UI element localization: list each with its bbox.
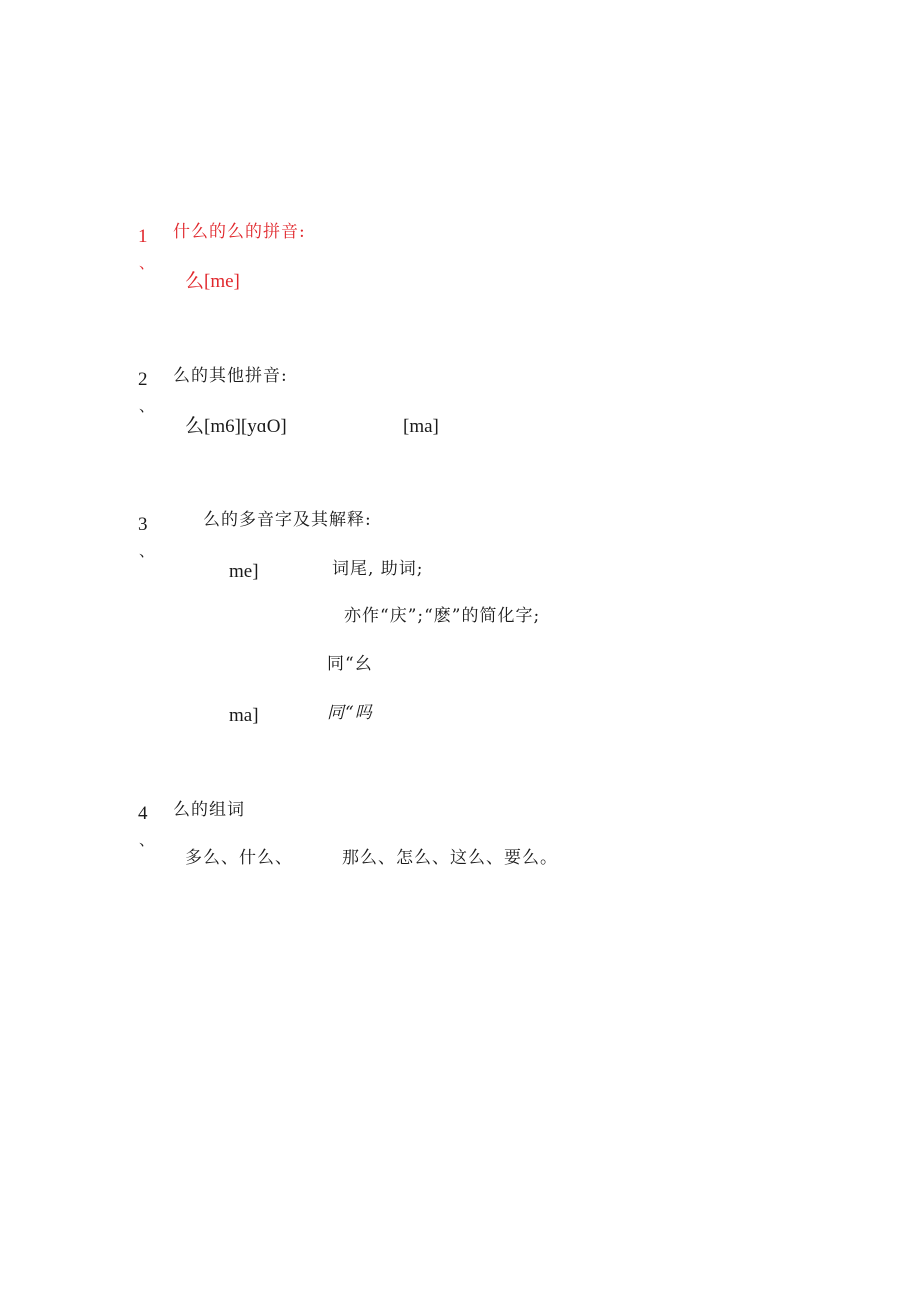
word-list-a: 多么、什么、 — [185, 848, 293, 868]
section-heading: 么的多音字及其解释: — [203, 510, 372, 530]
word-list-b: 那么、怎么、这么、要么。 — [342, 848, 558, 868]
pinyin-text-a: 么[m6][yɑO] — [185, 416, 287, 437]
section-number: 2 — [138, 369, 148, 390]
pinyin-text: 么[me] — [185, 271, 240, 292]
definition-reading: ma] — [229, 705, 259, 726]
definition-meaning: 亦作“庆”;“麽”的简化字; — [344, 606, 541, 626]
section-mark: 、 — [139, 831, 155, 849]
section-mark: 、 — [139, 397, 155, 415]
section-number: 1 — [138, 226, 148, 247]
definition-meaning: 同“吗 — [327, 703, 373, 723]
section-heading: 么的其他拼音: — [173, 366, 288, 386]
pinyin-text-b: [ma] — [403, 416, 439, 437]
section-heading: 什么的么的拼音: — [173, 222, 306, 242]
definition-meaning: 同“幺 — [327, 654, 373, 674]
section-number: 4 — [138, 803, 148, 824]
section-heading: 么的组词 — [173, 800, 245, 820]
section-mark: 、 — [139, 542, 155, 560]
definition-meaning: 词尾, 助词; — [332, 559, 424, 579]
section-mark: 、 — [139, 254, 155, 272]
section-number: 3 — [138, 514, 148, 535]
definition-reading: me] — [229, 561, 259, 582]
